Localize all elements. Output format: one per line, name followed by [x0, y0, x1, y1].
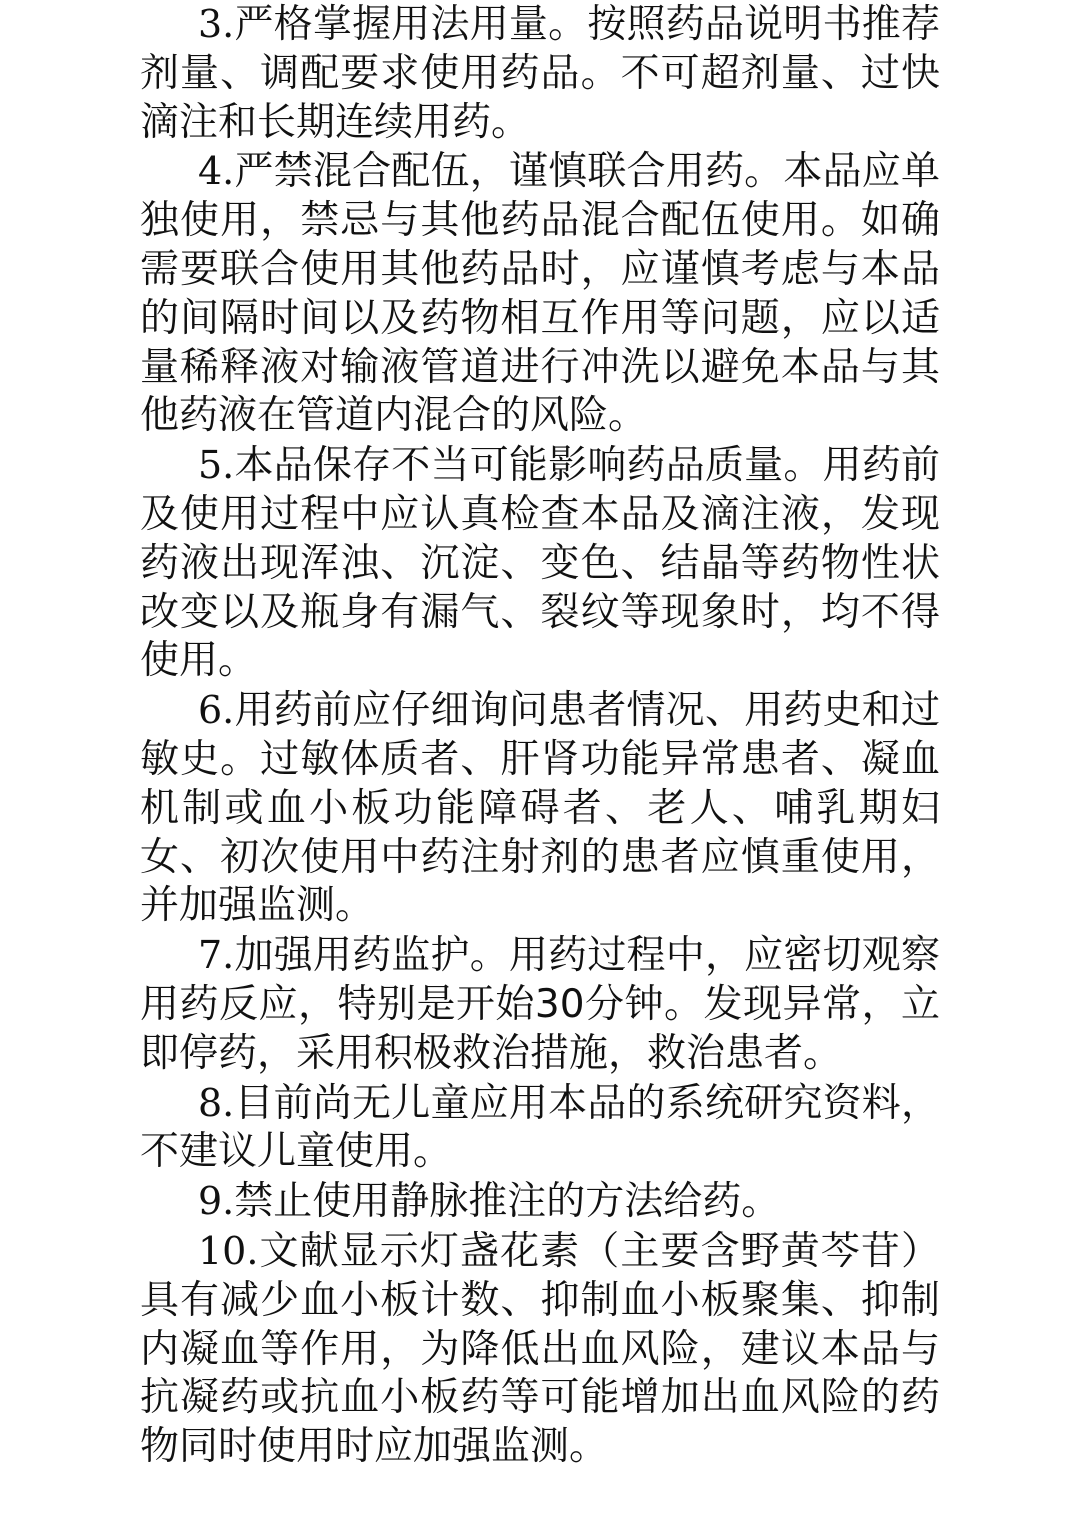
item-text: 用药前应仔细询问患者情况、用药史和过敏史。过敏体质者、肝肾功能异常患者、凝血机制或血小板功能障碍者、老人、哺乳期妇女、初次使用中药注射剂的患者应慎重使用，并加强监测。: [140, 688, 940, 929]
item-10: [140, 1227, 940, 1472]
item-number: 7.: [198, 933, 235, 978]
item-number: 3.: [198, 2, 235, 46]
item-number: 6.: [198, 688, 235, 733]
item-3: [140, 0, 940, 147]
item-text: 禁止使用静脉推注的方法给药。: [234, 1179, 781, 1225]
item-9: [140, 1177, 940, 1227]
item-number: 4.: [198, 149, 235, 194]
item-text: 严禁混合配伍，谨慎联合用药。本品应单独使用，禁忌与其他药品混合配伍使用。如确需要联合使用其他药品时，应谨慎考虑与本品的间隔时间以及药物相互作用等问题，应以适量稀释液对输液管道进行冲洗以避免本品与其他药液在管道内混合的风险。: [140, 149, 940, 439]
item-6: [140, 686, 940, 931]
document-page: [140, 0, 940, 1533]
item-text: 本品保存不当可能影响药品质量。用药前及使用过程中应认真检查本品及滴注液，发现药液出现浑浊、沉淀、变色、结晶等药物性状改变以及瓶身有漏气、裂纹等现象时，均不得使用。: [140, 443, 940, 684]
item-5: [140, 441, 940, 686]
item-number: 5.: [198, 443, 235, 488]
item-text: 目前尚无儿童应用本品的系统研究资料，不建议儿童使用。: [140, 1080, 940, 1175]
item-text: 严格掌握用法用量。按照药品说明书推荐剂量、调配要求使用药品。不可超剂量、过快滴注和长期连续用药。: [140, 2, 940, 145]
item-4: [140, 147, 940, 441]
item-text: 加强用药监护。用药过程中，应密切观察用药反应，特别是开始30分钟。发现异常，立即停药，采用积极救治措施，救治患者。: [140, 933, 940, 1076]
item-number: 9.: [198, 1179, 235, 1224]
item-number: 10.: [198, 1228, 259, 1273]
item-number: 8.: [198, 1080, 235, 1125]
item-text: 文献显示灯盏花素（主要含野黄芩苷）具有减少血小板计数、抑制血小板聚集、抑制内凝血等作用，为降低出血风险，建议本品与抗凝药或抗血小板药等可能增加出血风险的药物同时使用时应加强监测。: [140, 1228, 940, 1470]
item-8: [140, 1079, 940, 1178]
item-7: [140, 931, 940, 1078]
